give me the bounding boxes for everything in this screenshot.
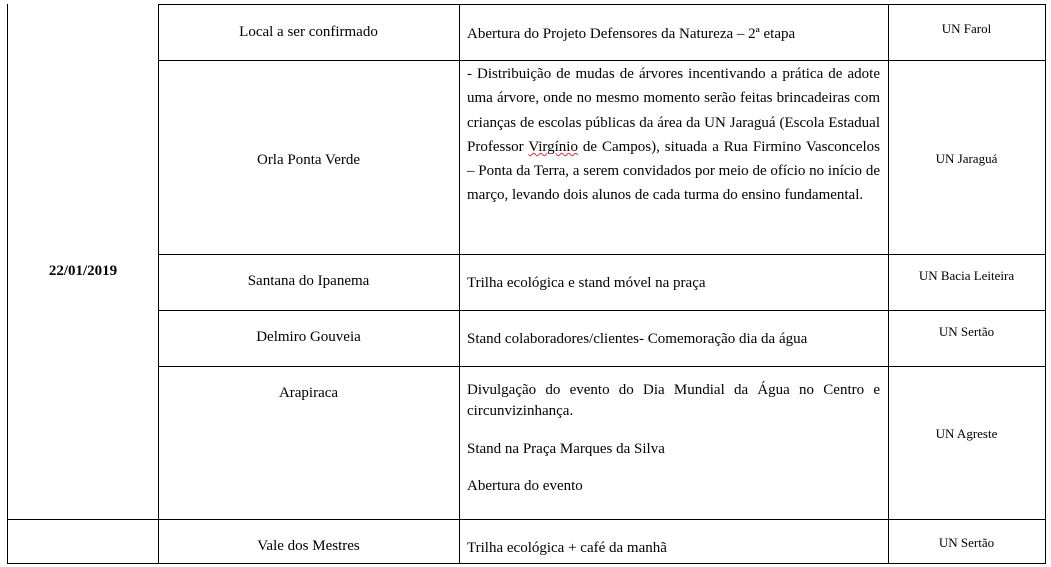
location-cell bbox=[158, 4, 460, 61]
activity-cell bbox=[459, 254, 889, 311]
activity-text: Trilha ecológica + café da manhã bbox=[467, 540, 667, 556]
unit-text: UN Jaraguá bbox=[935, 151, 998, 166]
unit-text: UN Agreste bbox=[935, 426, 998, 441]
activity-line: Stand na Praça Marques da Silva bbox=[467, 441, 665, 457]
date-cell bbox=[7, 4, 159, 520]
activity-line: Abertura do evento bbox=[467, 478, 583, 494]
date-text: 22/01/2019 bbox=[48, 263, 118, 279]
location-text: Delmiro Gouveia bbox=[256, 329, 361, 345]
location-cell bbox=[158, 519, 460, 564]
unit-text: UN Bacia Leiteira bbox=[918, 268, 1015, 283]
spellcheck-flagged-word: Virgínio bbox=[528, 138, 578, 155]
location-cell bbox=[158, 60, 460, 255]
location-text: Santana do Ipanema bbox=[247, 273, 370, 289]
location-text: Vale dos Mestres bbox=[257, 538, 360, 554]
unit-cell bbox=[888, 60, 1046, 255]
activity-cell bbox=[459, 60, 889, 255]
unit-cell bbox=[888, 4, 1046, 61]
unit-cell bbox=[888, 366, 1046, 520]
activity-cell bbox=[459, 519, 889, 564]
unit-cell bbox=[888, 519, 1046, 564]
location-cell bbox=[158, 310, 460, 367]
activity-cell bbox=[459, 366, 889, 520]
location-cell bbox=[158, 366, 460, 520]
activity-text: Abertura do Projeto Defensores da Natureza – 2ª etapa bbox=[467, 26, 796, 42]
location-text: Orla Ponta Verde bbox=[256, 152, 361, 168]
unit-text: UN Sertão bbox=[938, 324, 995, 339]
activity-text: Trilha ecológica e stand móvel na praça bbox=[467, 275, 706, 291]
activity-cell bbox=[459, 310, 889, 367]
activity-text-part: - Distribuição de mudas de árvores incentivando a prática de adote uma árvore, onde no mesmo momento serão feitas brincadeiras com crianças de escolas públicas da área da UN Jaraguá (Escola Estadual Professor bbox=[467, 66, 880, 155]
unit-text: UN Sertão bbox=[938, 535, 995, 550]
activity-text: Stand colaboradores/clientes- Comemoração dia da água bbox=[467, 331, 808, 347]
activity-cell bbox=[459, 4, 889, 61]
unit-cell bbox=[888, 254, 1046, 311]
location-text: Local a ser confirmado bbox=[239, 24, 378, 40]
date-cell-empty bbox=[7, 519, 159, 564]
activity-text bbox=[467, 62, 880, 208]
location-text: Arapiraca bbox=[278, 385, 339, 401]
unit-cell bbox=[888, 310, 1046, 367]
location-cell bbox=[158, 254, 460, 311]
activity-text-part: de Campos), situada a Rua Firmino Vasconcelos – Ponta da Terra, a serem convidados por meio de ofício no início de março, levando dois alunos de cada turma do ensino fundamental. bbox=[467, 138, 881, 204]
unit-text: UN Farol bbox=[941, 21, 992, 36]
activity-line: Divulgação do evento do Dia Mundial da Água no Centro e circunvizinhança. bbox=[467, 382, 880, 419]
